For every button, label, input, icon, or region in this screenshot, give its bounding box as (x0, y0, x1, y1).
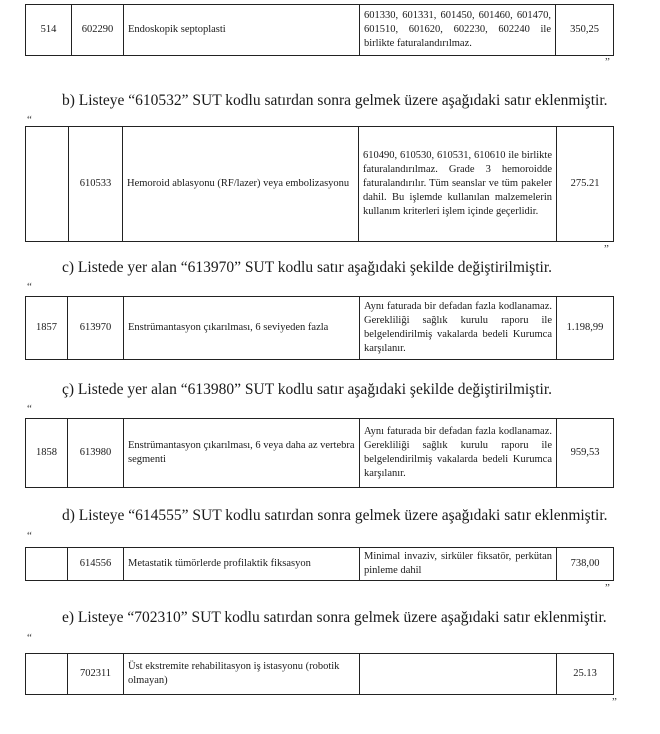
open-quote: “ (27, 114, 32, 126)
table-row (26, 654, 614, 695)
open-quote: “ (27, 403, 32, 415)
procedure-name: Metastatik tümörlerde profilaktik fiksasyon (124, 548, 360, 581)
procedure-note: Minimal invaziv, sirküler fiksatör, perkütan pinleme dahil (360, 548, 557, 581)
table-row (26, 127, 614, 242)
sut-table-1 (25, 4, 614, 56)
close-quote: ” (605, 56, 610, 68)
sut-table-4 (25, 418, 614, 488)
row-number: 1857 (26, 297, 68, 360)
close-quote: ” (605, 582, 610, 594)
close-quote: ” (612, 696, 617, 708)
procedure-note: Aynı faturada bir defadan fazla kodlanamaz. Gerekliliği sağlık kurulu raporu ile belgelendirilmiş vakalarda bedeli Kurumca karşılanır. (360, 297, 557, 360)
row-number: 1858 (26, 419, 68, 488)
procedure-price: 959,53 (557, 419, 614, 488)
procedure-price: 25.13 (557, 654, 614, 695)
table-row (26, 297, 614, 360)
procedure-name: Enstrümantasyon çıkarılması, 6 veya daha az vertebra segmenti (124, 419, 360, 488)
procedure-note: 610490, 610530, 610531, 610610 ile birlikte faturalandırılmaz. Grade 3 hemoroidde faturalandırılır. Tüm seanslar ve tüm pakeler dahil. Bu işlemde kullanılan malzemelerin kullanım kriterleri işlem içinde geçerlidir. (359, 127, 557, 242)
sut-table-2 (25, 126, 614, 242)
table-row (26, 548, 614, 581)
open-quote: “ (27, 632, 32, 644)
sut-code: 613970 (68, 297, 124, 360)
procedure-price: 738,00 (557, 548, 614, 581)
sut-table-6 (25, 653, 614, 695)
procedure-note (360, 654, 557, 695)
row-number (26, 548, 68, 581)
sut-table-3 (25, 296, 614, 360)
procedure-name: Enstrümantasyon çıkarılması, 6 seviyeden fazla (124, 297, 360, 360)
procedure-price: 1.198,99 (557, 297, 614, 360)
row-number (26, 654, 68, 695)
table-row (26, 419, 614, 488)
close-quote: ” (604, 243, 609, 255)
heading-cc: ç) Listede yer alan “613980” SUT kodlu satır aşağıdaki şekilde değiştirilmiştir. (62, 381, 553, 398)
procedure-name: Endoskopik septoplasti (124, 5, 360, 56)
procedure-note: Aynı faturada bir defadan fazla kodlanamaz. Gerekliliği sağlık kurulu raporu ile belgelendirilmiş vakalarda bedeli Kurumca karşılanır. (360, 419, 557, 488)
heading-d: d) Listeye “614555” SUT kodlu satırdan sonra gelmek üzere aşağıdaki satır eklenmiştir. (62, 507, 608, 524)
procedure-price: 350,25 (556, 5, 614, 56)
procedure-name: Üst ekstremite rehabilitasyon iş istasyonu (robotik olmayan) (124, 654, 360, 695)
procedure-name: Hemoroid ablasyonu (RF/lazer) veya embolizasyonu (123, 127, 359, 242)
heading-c: c) Listede yer alan “613970” SUT kodlu satır aşağıdaki şekilde değiştirilmiştir. (62, 259, 553, 276)
sut-code: 702311 (68, 654, 124, 695)
sut-code: 602290 (72, 5, 124, 56)
procedure-note: 601330, 601331, 601450, 601460, 601470, 601510, 601620, 602230, 602240 ile birlikte faturalandırılmaz. (360, 5, 556, 56)
heading-b: b) Listeye “610532” SUT kodlu satırdan sonra gelmek üzere aşağıdaki satır eklenmiştir. (62, 92, 608, 109)
open-quote: “ (27, 530, 32, 542)
sut-code: 614556 (68, 548, 124, 581)
sut-code: 610533 (69, 127, 123, 242)
table-row (26, 5, 614, 56)
row-number (26, 127, 69, 242)
sut-table-5 (25, 547, 614, 581)
row-number: 514 (26, 5, 72, 56)
sut-code: 613980 (68, 419, 124, 488)
open-quote: “ (27, 281, 32, 293)
procedure-price: 275.21 (557, 127, 614, 242)
heading-e: e) Listeye “702310” SUT kodlu satırdan sonra gelmek üzere aşağıdaki satır eklenmiştir. (62, 609, 607, 626)
